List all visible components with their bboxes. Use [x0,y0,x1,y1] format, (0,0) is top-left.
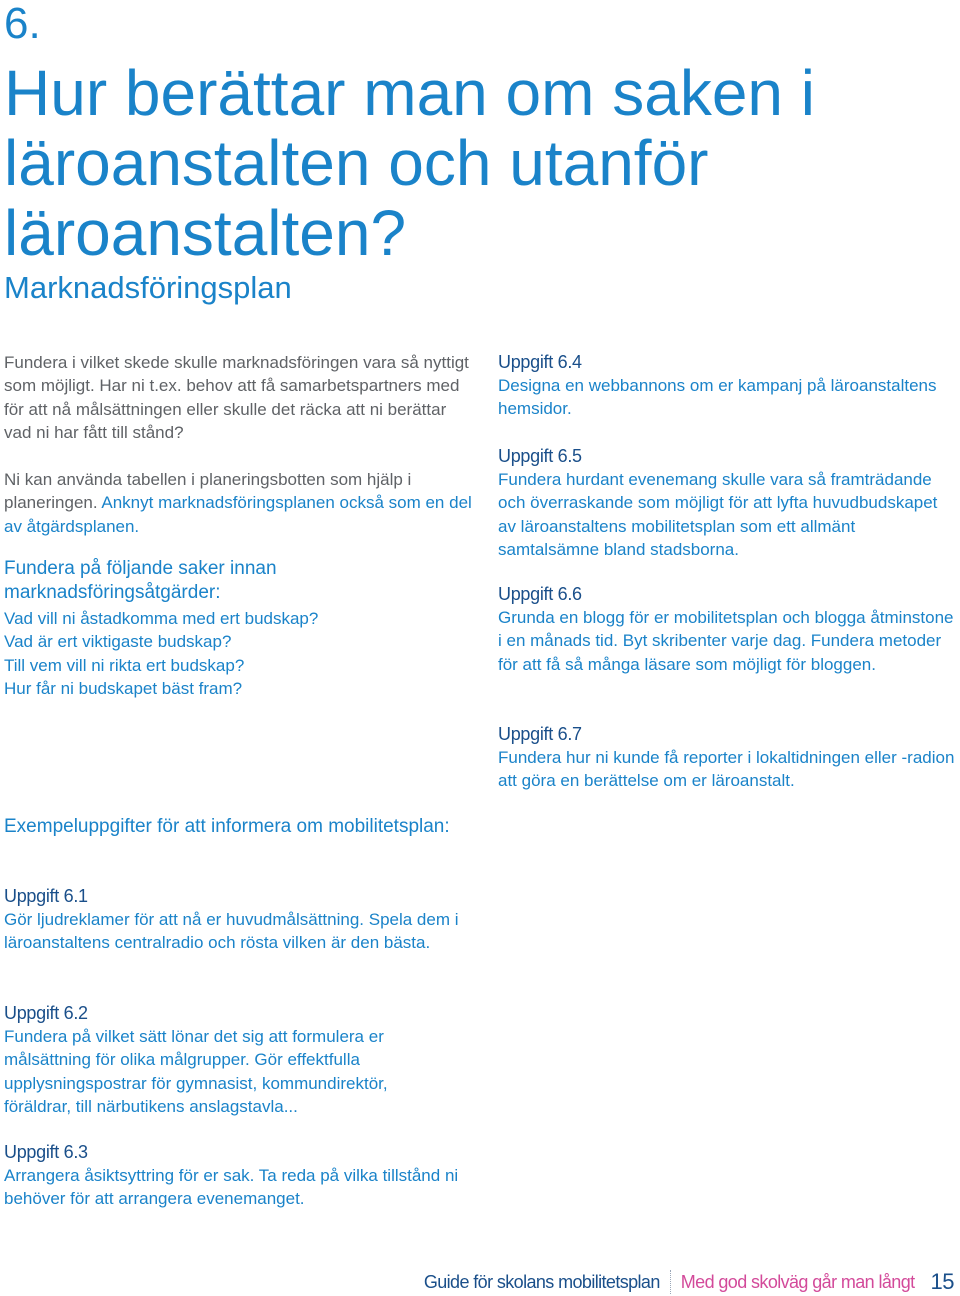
task-6-2 [4,1002,444,1118]
chapter-number: 6. [4,0,41,48]
questions-list [4,607,474,700]
task-label: Uppgift 6.3 [4,1142,88,1162]
tabell-text: Ni kan använda tabellen i planeringsbotten som hjälp i planeringen. [4,470,412,513]
task-label: Uppgift 6.4 [498,352,582,372]
task-text: Gör ljudreklamer för att nå er huvudmålsättning. Spela dem i läroanstaltens centralradio och rösta vilken är den bästa. [4,910,459,953]
question-item: Hur får ni budskapet bäst fram? [4,678,243,698]
task-text: Designa en webbannons om er kampanj på läroanstaltens hemsidor. [498,376,937,419]
page-number: 15 [930,1269,954,1294]
intro-paragraph: Fundera i vilket skede skulle marknadsföringen vara så nyttigt som möjligt. Har ni t.ex. behov att få samarbetspartners med för att nå målsättningen eller skulle det räcka att ni berättar vad ni har fått till stånd? [4,353,469,442]
task-6-4 [498,351,958,421]
task-6-5 [498,445,958,561]
task-text: Arrangera åsiktsyttring för er sak. Ta reda på vilka tillstånd ni behöver för att arrangera evenemanget. [4,1166,459,1209]
task-6-6 [498,583,958,676]
page-footer [424,1268,954,1296]
task-text: Grunda en blogg för er mobilitetsplan och blogga åtminstone i en månads tid. Byt skribenter varje dag. Fundera metoder för att få så många läsare som möjligt för bloggen. [498,608,954,674]
tabell-paragraph [4,468,474,538]
task-label: Uppgift 6.7 [498,724,582,744]
task-6-1 [4,885,464,955]
tabell-highlight: Anknyt marknadsföringsplanen också som en del av åtgärdsplanen. [4,493,472,536]
page-title: Hur berättar man om saken i läroanstalten och utanför läroanstalten? [4,57,815,269]
question-item: Vad vill ni åstadkomma med ert budskap? [4,609,319,628]
task-text: Fundera hurdant evenemang skulle vara så framträdande och överraskande som möjligt för att lyfta huvudbudskapet av läroanstaltens mobilitetsplan som ett allmänt samtalsämne bland stadsborna. [498,470,938,559]
task-text: Fundera hur ni kunde få reporter i lokaltidningen eller -radion att göra en berättelse om er läroanstalt. [498,748,955,791]
question-item: Vad är ert viktigaste budskap? [4,632,232,652]
task-label: Uppgift 6.6 [498,584,582,604]
examples-heading: Exempeluppgifter för att informera om mobilitetsplan: [4,816,450,837]
task-label: Uppgift 6.2 [4,1003,88,1023]
task-label: Uppgift 6.1 [4,886,88,906]
page-subtitle: Marknadsföringsplan [4,270,292,305]
footer-tagline: Med god skolväg går man långt [680,1271,915,1292]
footer-guide-title: Guide för skolans mobilitetsplan [423,1271,660,1292]
task-6-3 [4,1141,464,1211]
task-6-7 [498,723,958,793]
question-item: Till vem vill ni rikta ert budskap? [4,655,245,675]
task-text: Fundera på vilket sätt lönar det sig att formulera er målsättning för olika målgrupper. Gör effektfulla upplysningspostrar för gymnasist, kommundirektör, föräldrar, till närbutikens anslagstavla... [4,1027,388,1116]
task-label: Uppgift 6.5 [498,446,582,466]
questions-heading: Fundera på följande saker innan marknadsföringsåtgärder: [4,558,277,603]
footer-divider [670,1270,671,1294]
